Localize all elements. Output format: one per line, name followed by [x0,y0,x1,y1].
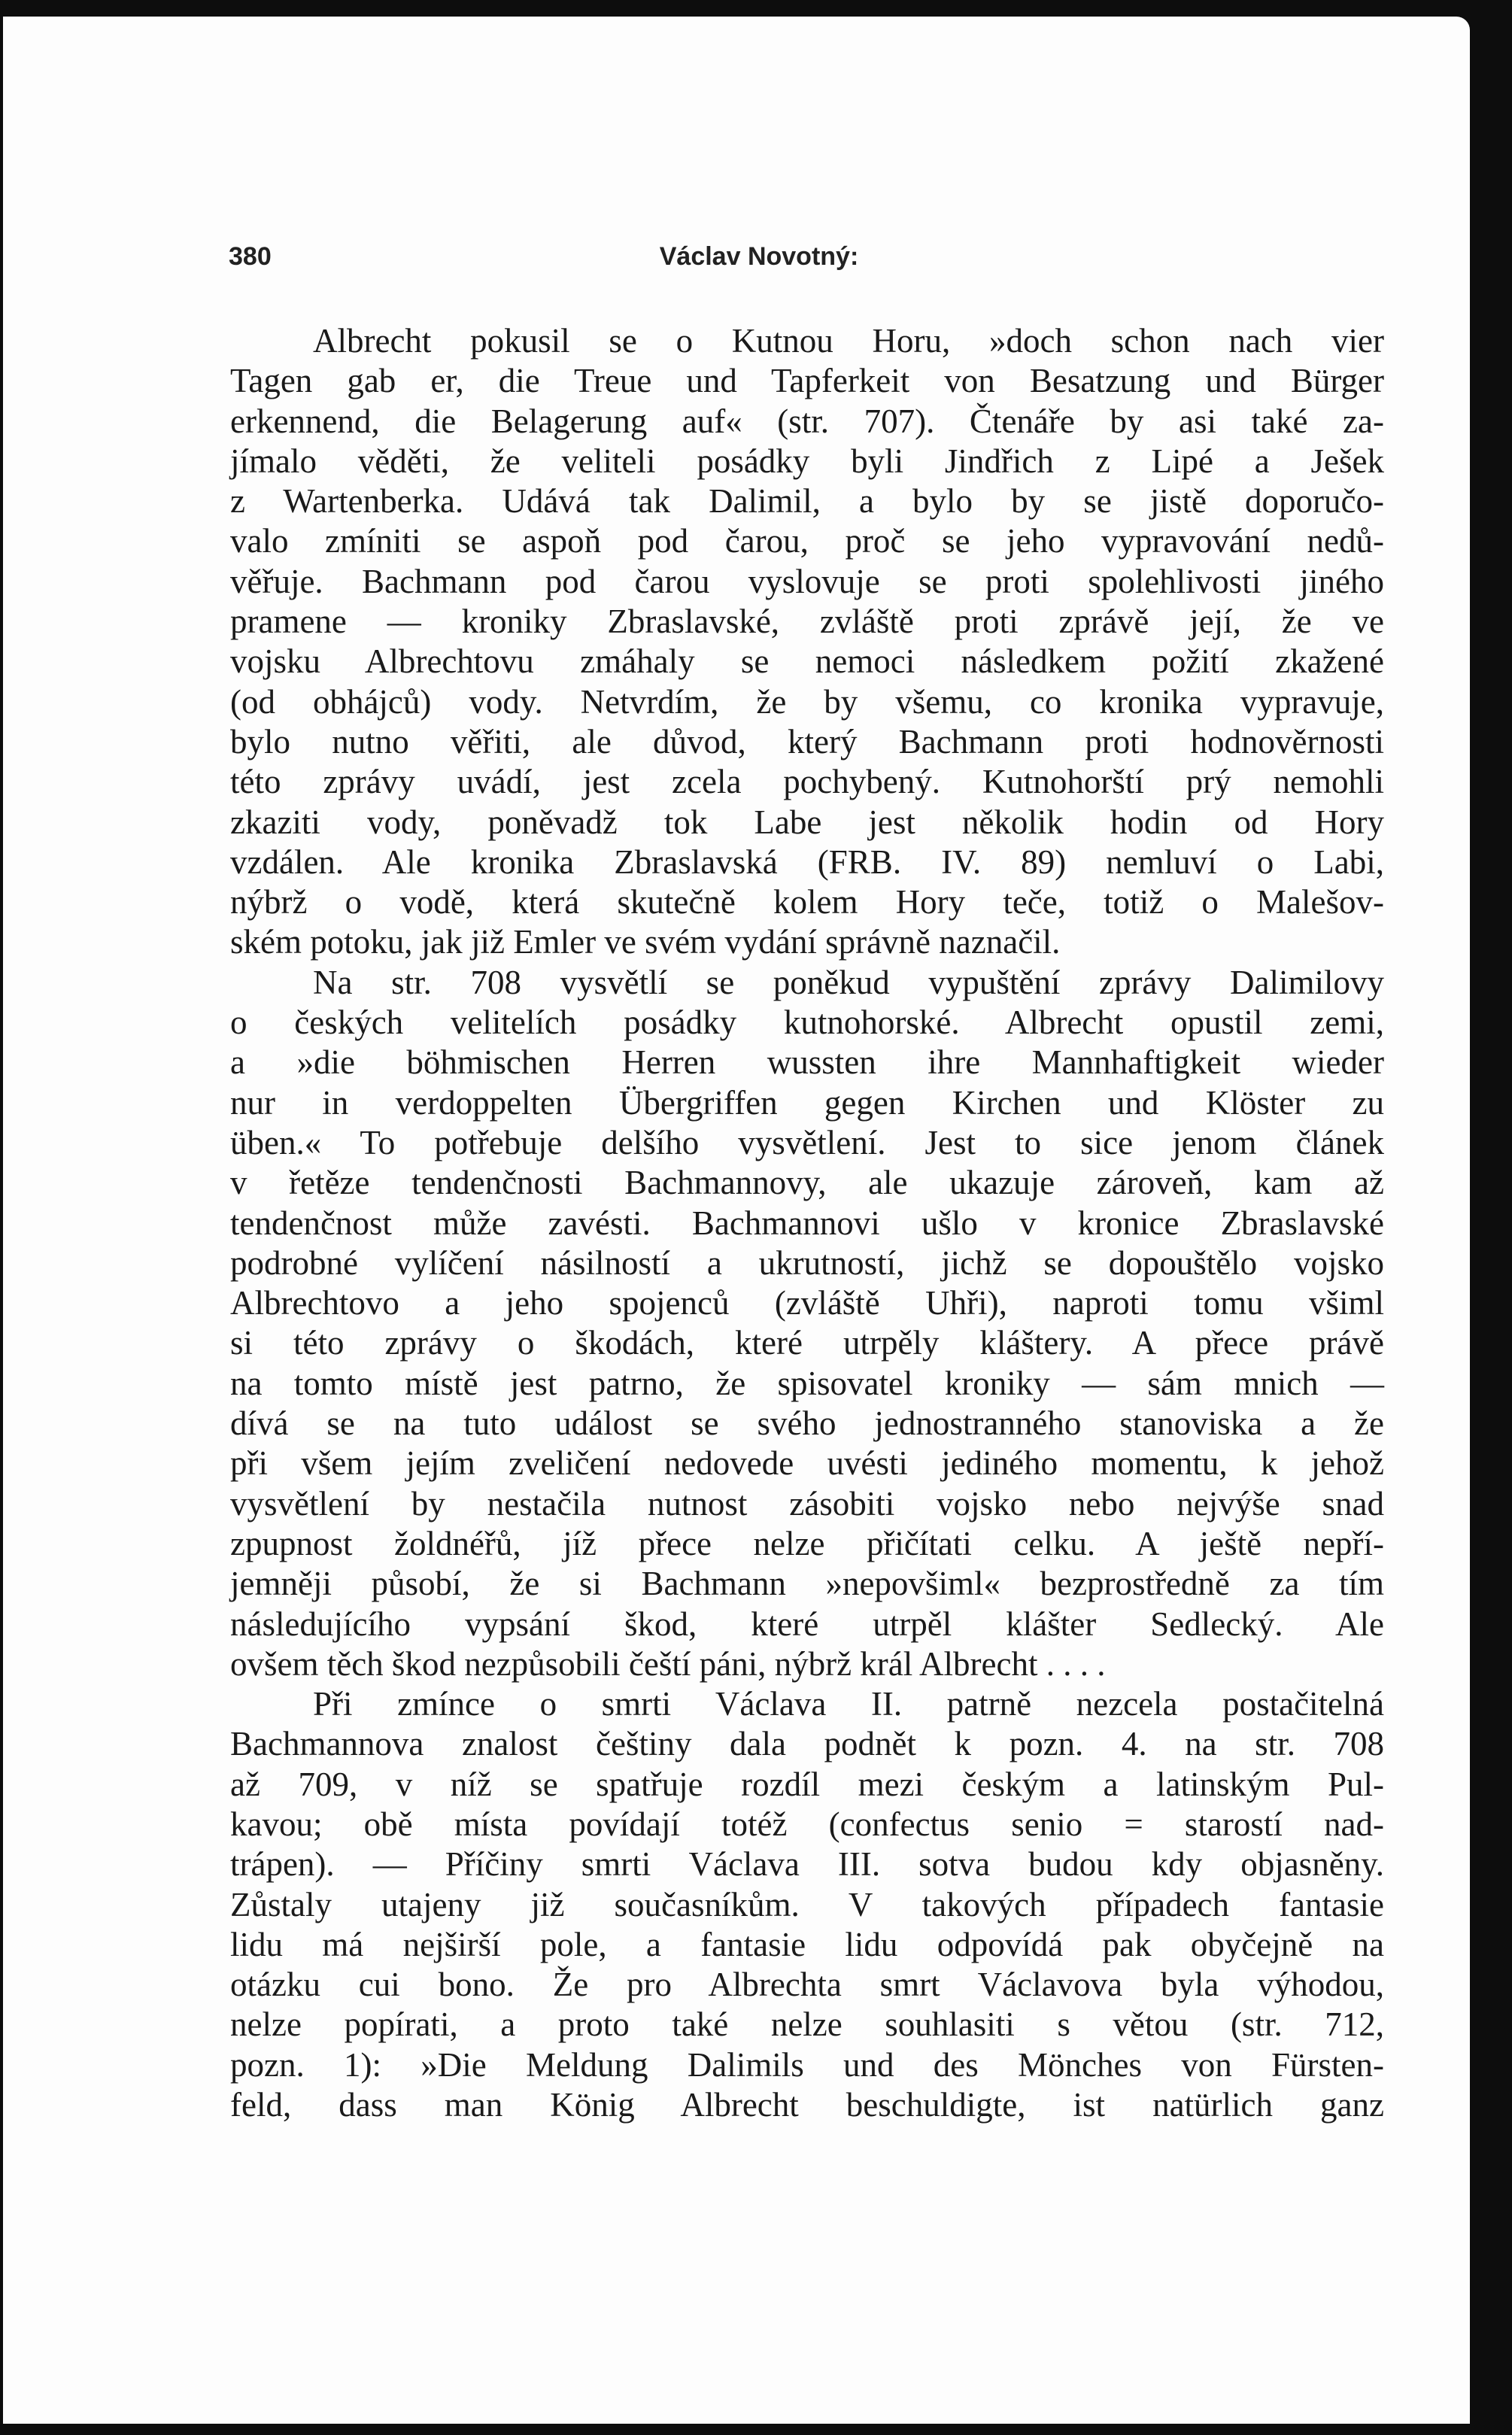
page-number: 380 [229,242,272,271]
text-line: Bachmannova znalost češtiny dala podnět k pozn. 4. na str. 708 [230,1725,1384,1763]
text-line: ovšem těch škod nezpůsobili čeští páni, nýbrž král Albrecht . . . . [230,1644,1106,1683]
text-line: Zůstaly utajeny již současníkům. V takových případech fantasie [230,1885,1384,1923]
text-line: pramene — kroniky Zbraslavské, zvláště proti zprávě její, že ve [230,603,1384,641]
text-line: této zprávy uvádí, jest zcela pochybený. Kutnohorští prý nemohli [230,763,1384,801]
text-line: při všem jejím zveličení nedovede uvésti jediného momentu, k jehož [230,1444,1384,1483]
text-line: si této zprávy o škodách, které utrpěly kláštery. A přece právě [230,1324,1384,1362]
text-line: valo zmíniti se aspoň pod čarou, proč se jeho vypravování nedů- [230,522,1384,560]
text-line: jímalo věděti, že veliteli posádky byli Jindřich z Lipé a Ješek [230,442,1384,480]
text-line: erkennend, die Belagerung auf« (str. 707). Čtenáře by asi také za- [230,402,1384,440]
text-line: nýbrž o vodě, která skutečně kolem Hory teče, totiž o Malešov- [230,883,1384,921]
text-line: vysvětlení by nestačila nutnost zásobiti vojsko nebo nejvýše snad [230,1484,1384,1523]
text-line: trápen). — Příčiny smrti Václava III. sotva budou kdy objasněny. [230,1845,1384,1884]
book-page [3,17,1470,2424]
text-line: Tagen gab er, die Treue und Tapferkeit von Besatzung und Bürger [230,362,1384,400]
text-line: ském potoku, jak již Emler ve svém vydání správně naznačil. [230,923,1061,961]
running-title: Václav Novotný: [659,242,859,271]
text-line: vojsku Albrechtovu zmáhaly se nemoci následkem požití zkažené [230,642,1384,681]
text-line: následujícího vypsání škod, které utrpěl klášter Sedlecký. Ale [230,1605,1384,1643]
text-line: na tomto místě jest patrno, že spisovatel kroniky — sám mnich — [230,1364,1384,1402]
text-line: vzdálen. Ale kronika Zbraslavská (FRB. IV. 89) nemluví o Labi, [230,843,1384,881]
text-line: o českých velitelích posádky kutnohorské. Albrecht opustil zemi, [230,1003,1384,1042]
text-line: Při zmínce o smrti Václava II. patrně nezcela postačitelná [313,1685,1384,1723]
text-line: kavou; obě místa povídají totéž (confectus senio = starostí nad- [230,1805,1384,1843]
text-line: zpupnost žoldnéřů, jíž přece nelze přičítati celku. A ještě nepří- [230,1524,1384,1562]
text-line: tendenčnost může zavésti. Bachmannovi ušlo v kronice Zbraslavské [230,1204,1384,1242]
text-line: v řetěze tendenčnosti Bachmannovy, ale ukazuje zároveň, kam až [230,1164,1384,1202]
text-line: nelze popírati, a proto také nelze souhlasiti s větou (str. 712, [230,2005,1384,2044]
text-line: dívá se na tuto událost se svého jednostranného stanoviska a že [230,1404,1384,1443]
text-line: jemněji působí, že si Bachmann »nepovšiml« bezprostředně za tím [230,1565,1384,1603]
text-line: z Wartenberka. Udává tak Dalimil, a bylo by se jistě doporučo- [230,482,1384,521]
text-line: podrobné vylíčení násilností a ukrutností, jichž se dopouštělo vojsko [230,1243,1384,1282]
text-line: bylo nutno věřiti, ale důvod, který Bachmann proti hodnověrnosti [230,722,1384,761]
text-line: feld, dass man König Albrecht beschuldigte, ist natürlich ganz [230,2086,1384,2124]
text-line: věřuje. Bachmann pod čarou vyslovuje se proti spolehlivosti jiného [230,562,1384,600]
text-line: až 709, v níž se spatřuje rozdíl mezi českým a latinským Pul- [230,1765,1384,1803]
text-line: (od obhájců) vody. Netvrdím, že by všemu, co kronika vypravuje, [230,682,1384,721]
text-line: nur in verdoppelten Übergriffen gegen Kirchen und Klöster zu [230,1083,1384,1122]
text-line: üben.« To potřebuje delšího vysvětlení. Jest to sice jenom článek [230,1123,1384,1161]
text-line: Albrecht pokusil se o Kutnou Horu, »doch schon nach vier [313,322,1384,360]
text-line: Albrechtovo a jeho spojenců (zvláště Uhři), naproti tomu všiml [230,1284,1384,1322]
text-line: pozn. 1): »Die Meldung Dalimils und des Mönches von Fürsten- [230,2045,1384,2084]
text-line: a »die böhmischen Herren wussten ihre Mannhaftigkeit wieder [230,1043,1384,1082]
text-line: lidu má nejširší pole, a fantasie lidu odpovídá pak obyčejně na [230,1925,1384,1963]
text-line: zkaziti vody, poněvadž tok Labe jest několik hodin od Hory [230,803,1384,841]
text-line: Na str. 708 vysvětlí se poněkud vypuštění zprávy Dalimilovy [313,963,1384,1001]
body-text [230,321,1384,2125]
text-line: otázku cui bono. Že pro Albrechta smrt Václavova byla výhodou, [230,1966,1384,2004]
